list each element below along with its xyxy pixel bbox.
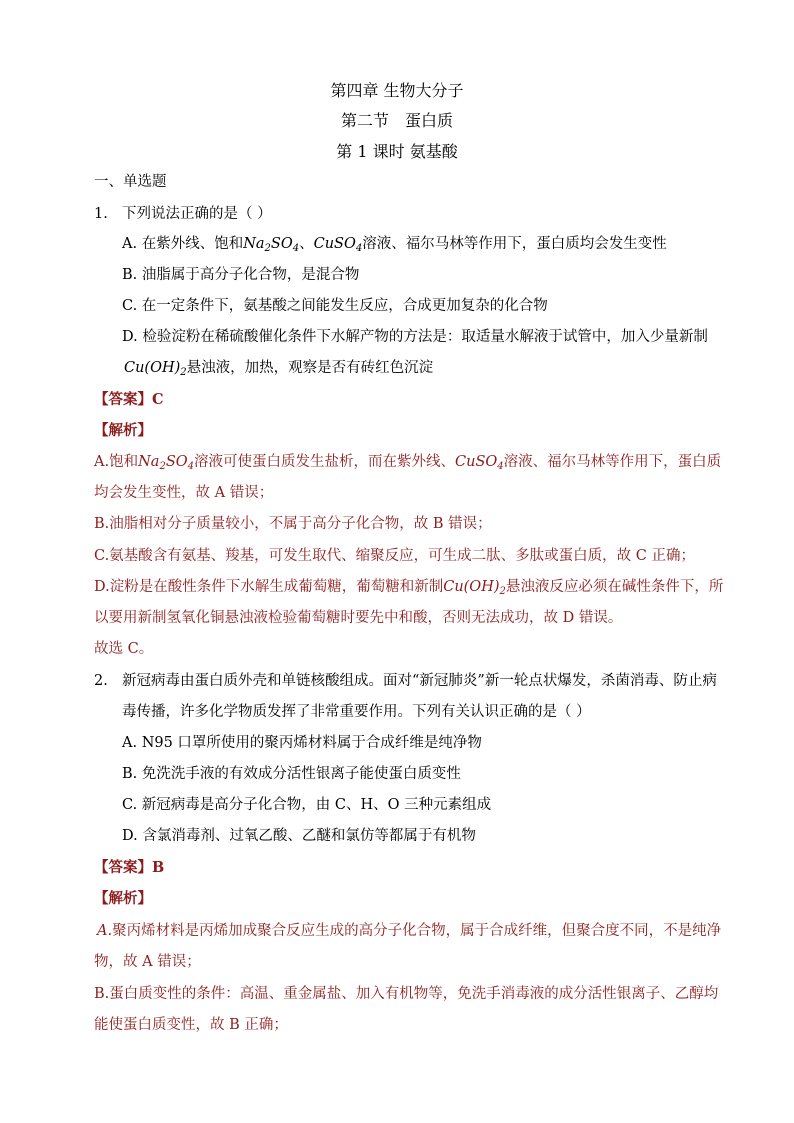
question-2-analysis-a-cont: 物，故 A 错误；	[94, 954, 201, 970]
question-1-option-b: B. 油脂属于高分子化合物，是混合物	[122, 267, 360, 283]
question-1-analysis-heading: 【解析】	[94, 422, 152, 439]
part-heading: 一、单选题	[94, 174, 167, 190]
question-1-number: 1.	[94, 206, 108, 222]
question-2-answer: 【答案】B	[94, 859, 165, 876]
question-2-option-c: C. 新冠病毒是高分子化合物，由 C、H、O 三种元素组成	[122, 797, 492, 813]
question-1-conclusion: 故选 C。	[94, 641, 154, 657]
section-title: 第二节 蛋白质	[340, 111, 453, 130]
question-1-analysis-c: C.氨基酸含有氨基、羧基，可发生取代、缩聚反应，可生成二肽、多肽或蛋白质，故 C 正确；	[94, 548, 695, 564]
question-2-stem: 新冠病毒由蛋白质外壳和单链核酸组成。面对“新冠肺炎”新一轮点状爆发，杀菌消毒、防止病	[122, 673, 717, 689]
question-2-option-b: B. 免洗洗手液的有效成分活性银离子能使蛋白质变性	[122, 766, 461, 782]
question-1-analysis-a-cont: 均会发生变性，故 A 错误；	[94, 485, 274, 501]
question-1-stem: 下列说法正确的是（ ）	[122, 206, 272, 222]
question-1-option-d-cont: $Cu(OH)_2$悬浊液，加热，观察是否有砖红色沉淀	[124, 360, 434, 378]
question-1-analysis-d: D.淀粉是在酸性条件下水解生成葡萄糖，葡萄糖和新制$Cu(OH)_2$悬浊液反应必须在碱性条件下，所	[94, 579, 724, 597]
question-1-option-d: D. 检验淀粉在稀硫酸催化条件下水解产物的方法是：取适量水解液于试管中，加入少量新制	[122, 329, 708, 345]
question-2-stem-cont: 毒传播，许多化学物质发挥了非常重要作用。下列有关认识正确的是（ ）	[122, 704, 591, 720]
question-2-analysis-heading: 【解析】	[94, 890, 152, 907]
question-1-answer: 【答案】C	[94, 391, 164, 408]
question-2-number: 2.	[94, 673, 108, 689]
question-1-analysis-b: B.油脂相对分子质量较小，不属于高分子化合物，故 B 错误；	[94, 516, 492, 532]
lesson-title: 第 1 课时 氨基酸	[336, 142, 458, 161]
question-2-option-d: D. 含氯消毒剂、过氧乙酸、乙醚和氯仿等都属于有机物	[122, 828, 476, 844]
question-2-analysis-b-cont: 能使蛋白质变性，故 B 正确；	[94, 1017, 288, 1033]
question-1-option-a: A. 在紫外线、饱和$Na_2SO_4$、CuSO$_4$溶液、福尔马林等作用下，蛋白质均会发生变性	[122, 236, 667, 254]
question-1-analysis-d-cont: 以要用新制氢氧化铜悬浊液检验葡萄糖时要先中和酸，否则无法成功，故 D 错误。	[94, 610, 623, 626]
question-1-option-c: C. 在一定条件下，氨基酸之间能发生反应，合成更加复杂的化合物	[122, 298, 548, 314]
chapter-title: 第四章 生物大分子	[330, 81, 464, 100]
question-2-analysis-a: A.聚丙烯材料是丙烯加成聚合反应生成的高分子化合物，属于合成纤维，但聚合度不同，不是纯净	[97, 923, 722, 939]
question-2-option-a: A. N95 口罩所使用的聚丙烯材料属于合成纤维是纯净物	[122, 735, 482, 751]
question-1-analysis-a: A.饱和$Na_2SO_4$溶液可使蛋白质发生盐析，而在紫外线、CuSO$_4$溶液、福尔马林等作用下，蛋白质	[94, 454, 722, 472]
question-2-analysis-b: B.蛋白质变性的条件：高温、重金属盐、加入有机物等，免洗手消毒液的成分活性银离子、乙醇均	[94, 986, 719, 1002]
